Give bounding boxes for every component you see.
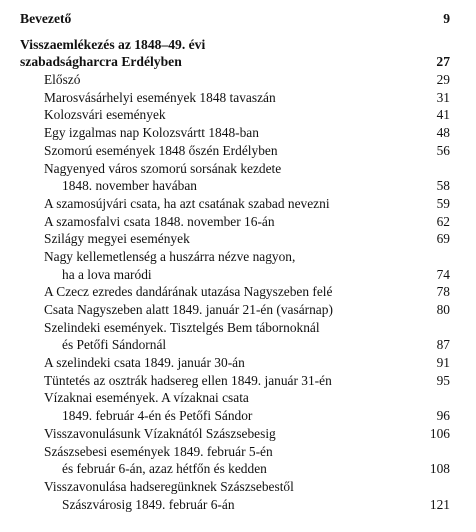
toc-entry-title: Visszavonulásunk Vízaknától Szászsebesig xyxy=(44,425,276,441)
toc-entry-title: Csata Nagyszeben alatt 1849. január 21-én (vasárnap) xyxy=(44,302,333,317)
toc-section-title: Bevezető xyxy=(20,11,72,26)
toc-entry xyxy=(20,496,450,514)
table-of-contents xyxy=(20,10,450,513)
toc-entry xyxy=(20,301,450,319)
toc-entry xyxy=(20,230,450,248)
toc-entry xyxy=(20,177,450,195)
toc-page-number: 31 xyxy=(436,89,450,105)
toc-page-number: 56 xyxy=(436,142,450,158)
toc-page-number: 80 xyxy=(436,302,450,317)
toc-entry-title: A Czecz ezredes dandárának utazása Nagyszeben felé xyxy=(44,284,333,300)
toc-entry xyxy=(20,460,450,478)
toc-entry xyxy=(20,407,450,425)
toc-entry-title: Nagyenyed város szomorú sorsának kezdete xyxy=(44,160,282,176)
toc-page-number: 48 xyxy=(436,125,450,141)
toc-page-number: 69 xyxy=(436,231,450,247)
toc-entry xyxy=(20,372,450,390)
toc-entry xyxy=(20,443,450,461)
toc-page-number: 106 xyxy=(429,425,450,441)
toc-entry xyxy=(20,478,450,496)
toc-page-number: 27 xyxy=(436,54,450,70)
toc-entry xyxy=(20,266,450,284)
toc-entry-title: Egy izgalmas nap Kolozsvártt 1848-ban xyxy=(44,125,259,141)
toc-entry xyxy=(20,71,450,89)
toc-entry xyxy=(20,283,450,301)
toc-section-1-title-line2 xyxy=(20,53,450,71)
toc-entry-title: Szelindeki események. Tisztelgés Bem tábornoknál xyxy=(44,319,320,335)
toc-page-number: 9 xyxy=(443,11,450,26)
toc-page-number: 96 xyxy=(436,408,450,424)
toc-section-bevezeto xyxy=(20,10,450,28)
toc-entry xyxy=(20,89,450,107)
toc-entry-title: ha a lova maródi xyxy=(62,266,152,282)
toc-entry-title: Nagy kellemetlenség a huszárra nézve nagyon, xyxy=(44,248,296,264)
toc-entry xyxy=(20,195,450,213)
toc-entry xyxy=(20,248,450,266)
toc-page-number: 29 xyxy=(436,72,450,88)
toc-entry-title: A szamosfalvi csata 1848. november 16-án xyxy=(44,213,275,229)
toc-page-number: 58 xyxy=(436,178,450,194)
toc-page-number: 74 xyxy=(436,266,450,282)
toc-section-title: Visszaemlékezés az 1848–49. évi xyxy=(20,36,206,52)
toc-page-number: 91 xyxy=(436,355,450,371)
toc-entry-title: Szászvárosig 1849. február 6-án xyxy=(62,496,235,512)
toc-entry xyxy=(20,213,450,231)
toc-entry-title: A szelindeki csata 1849. január 30-án xyxy=(44,355,245,371)
toc-entry xyxy=(20,336,450,354)
toc-page-number: 87 xyxy=(436,337,450,353)
toc-entry-title: 1849. február 4-én és Petőfi Sándor xyxy=(62,408,253,424)
toc-entry-title: Előszó xyxy=(44,72,81,88)
toc-page-number: 78 xyxy=(436,284,450,300)
toc-entry-title: Vízaknai események. A vízaknai csata xyxy=(44,390,249,406)
toc-page-number: 121 xyxy=(429,496,450,512)
toc-entries xyxy=(20,71,450,513)
toc-page-number: 95 xyxy=(436,372,450,388)
toc-entry xyxy=(20,389,450,407)
toc-entry-title: Tüntetés az osztrák hadsereg ellen 1849. január 31-én xyxy=(44,372,332,388)
toc-entry xyxy=(20,425,450,443)
toc-entry-title: A szamosújvári csata, ha azt csatának szabad nevezni xyxy=(44,195,330,211)
toc-entry xyxy=(20,354,450,372)
toc-page-number: 108 xyxy=(429,461,450,477)
toc-entry xyxy=(20,142,450,160)
toc-page-number: 59 xyxy=(436,195,450,211)
toc-entry xyxy=(20,160,450,178)
toc-page-number: 62 xyxy=(436,213,450,229)
toc-entry-title: Marosvásárhelyi események 1848 tavaszán xyxy=(44,89,276,105)
toc-page-number: 41 xyxy=(436,107,450,123)
toc-entry-title: Szászsebesi események 1849. február 5-én xyxy=(44,443,273,459)
toc-entry xyxy=(20,106,450,124)
toc-entry-title: Szilágy megyei események xyxy=(44,231,190,247)
toc-entry-title: és Petőfi Sándornál xyxy=(62,337,167,353)
toc-entry-title: Szomorú események 1848 őszén Erdélyben xyxy=(44,142,278,158)
toc-entry-title: 1848. november havában xyxy=(62,178,197,194)
toc-entry xyxy=(20,124,450,142)
toc-section-1-title-line1 xyxy=(20,36,450,54)
toc-entry-title: Visszavonulása hadseregünknek Szászsebestől xyxy=(44,478,294,494)
toc-entry xyxy=(20,319,450,337)
toc-section-title: szabadságharcra Erdélyben xyxy=(20,54,182,70)
toc-entry-title: Kolozsvári események xyxy=(44,107,166,123)
toc-entry-title: és február 6-án, azaz hétfőn és kedden xyxy=(62,461,267,477)
